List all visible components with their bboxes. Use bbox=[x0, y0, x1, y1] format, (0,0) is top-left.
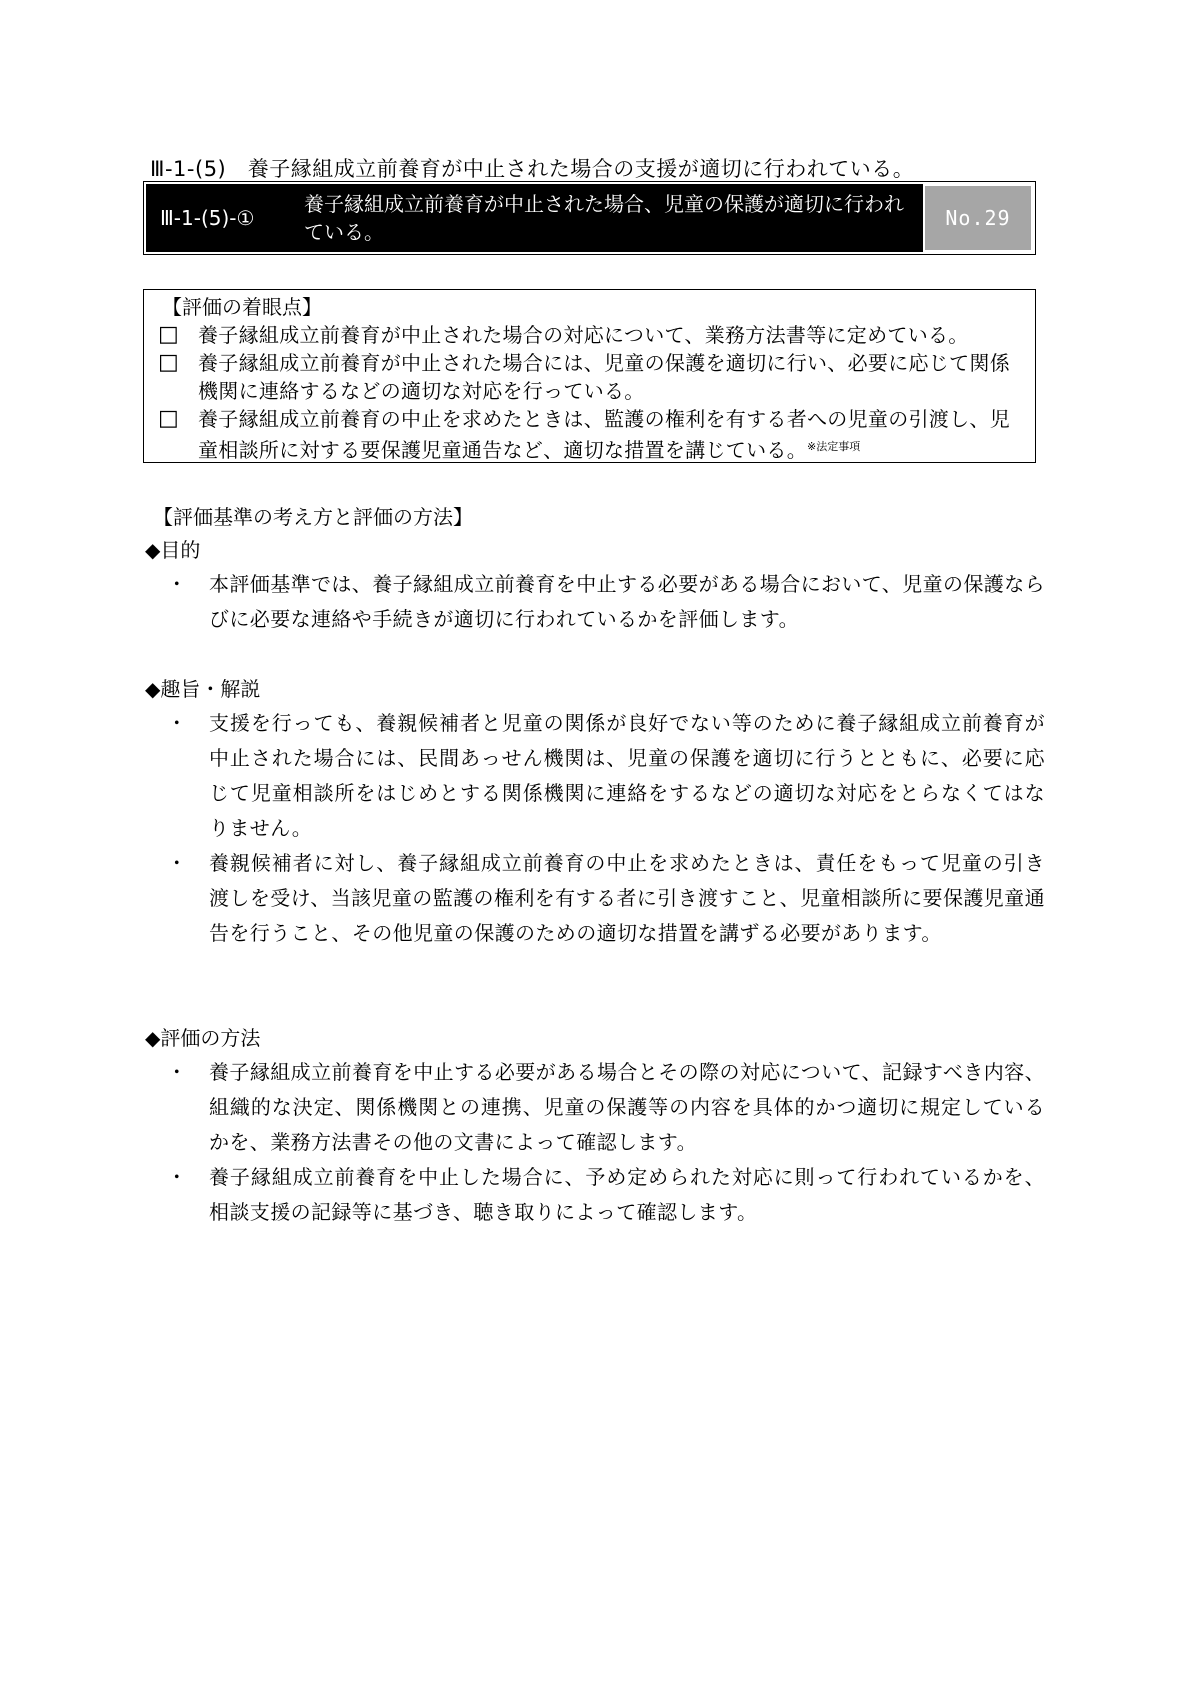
item-code: Ⅲ-1-(5)-① bbox=[160, 206, 255, 230]
list-item-text: 養親候補者に対し、養子縁組成立前養育の中止を求めたときは、責任をもって児童の引き渡しを受け、当該児童の監護の権利を有する者に引き渡すこと、児童相談所に要保護児童通告を行うこと、その他児童の保護のための適切な措置を講ずる必要があります。 bbox=[209, 851, 1045, 945]
list-item bbox=[145, 846, 1045, 951]
checkpoint-text: 養子縁組成立前養育の中止を求めたときは、監護の権利を有する者への児童の引渡し、児童相談所に対する要保護児童通告など、適切な措置を講じている。 bbox=[198, 407, 1010, 462]
checkpoint-item bbox=[158, 321, 1025, 349]
checkpoint-text: 養子縁組成立前養育が中止された場合には、児童の保護を適切に行い、必要に応じて関係機関に連絡するなどの適切な対応を行っている。 bbox=[198, 351, 1010, 403]
bullet-icon: ・ bbox=[166, 572, 188, 596]
bullet-icon: ・ bbox=[166, 711, 188, 735]
bullet-icon: ・ bbox=[166, 1060, 188, 1084]
checkbox-icon: □ bbox=[158, 322, 179, 347]
checkpoint-item bbox=[158, 349, 1025, 405]
criteria-heading: 【評価基準の考え方と評価の方法】 bbox=[153, 505, 473, 529]
section-method bbox=[145, 1021, 1045, 1230]
checkpoints-box bbox=[143, 289, 1036, 463]
list-item bbox=[145, 1055, 1045, 1160]
bullet-icon: ・ bbox=[166, 1165, 188, 1189]
checkpoint-text: 養子縁組成立前養育が中止された場合の対応について、業務方法書等に定めている。 bbox=[198, 323, 969, 347]
section-heading-explanation: ◆趣旨・解説 bbox=[145, 677, 261, 701]
list-item bbox=[145, 706, 1045, 846]
section-purpose bbox=[145, 533, 1045, 637]
list-item-text: 本評価基準では、養子縁組成立前養育を中止する必要がある場合において、児童の保護ならびに必要な連絡や手続きが適切に行われているかを評価します。 bbox=[209, 572, 1045, 631]
title-box-inner bbox=[146, 184, 1033, 252]
list-item-text: 養子縁組成立前養育を中止した場合に、予め定められた対応に則って行われているかを、相談支援の記録等に基づき、聴き取りによって確認します。 bbox=[209, 1165, 1045, 1224]
list-item bbox=[145, 567, 1045, 637]
section-heading: Ⅲ-1-(5) 養子縁組成立前養育が中止された場合の支援が適切に行われている。 bbox=[150, 157, 915, 181]
list-item-text: 支援を行っても、養親候補者と児童の関係が良好でない等のために養子縁組成立前養育が中止された場合には、民間あっせん機関は、児童の保護を適切に行うとともに、必要に応じて児童相談所をはじめとする関係機関に連絡をするなどの適切な対応をとらなくてはなりません。 bbox=[209, 711, 1045, 840]
legal-requirement-note: ※法定事項 bbox=[807, 440, 861, 453]
section-heading-method: ◆評価の方法 bbox=[145, 1026, 261, 1050]
bullet-icon: ・ bbox=[166, 851, 188, 875]
item-number-badge: No.29 bbox=[923, 184, 1033, 252]
checkpoint-item bbox=[158, 405, 1025, 464]
item-title: 養子縁組成立前養育が中止された場合、児童の保護が適切に行われている。 bbox=[304, 192, 904, 244]
section-explanation bbox=[145, 672, 1045, 951]
section-heading-purpose: ◆目的 bbox=[145, 538, 201, 562]
list-item bbox=[145, 1160, 1045, 1230]
checkbox-icon: □ bbox=[158, 350, 179, 375]
evaluation-item-title-box bbox=[143, 181, 1036, 255]
checkbox-icon: □ bbox=[158, 406, 179, 431]
list-item-text: 養子縁組成立前養育を中止する必要がある場合とその際の対応について、記録すべき内容、組織的な決定、関係機関との連携、児童の保護等の内容を具体的かつ適切に規定しているかを、業務方法書その他の文書によって確認します。 bbox=[209, 1060, 1045, 1154]
checkpoints-title: 【評価の着眼点】 bbox=[162, 295, 322, 319]
